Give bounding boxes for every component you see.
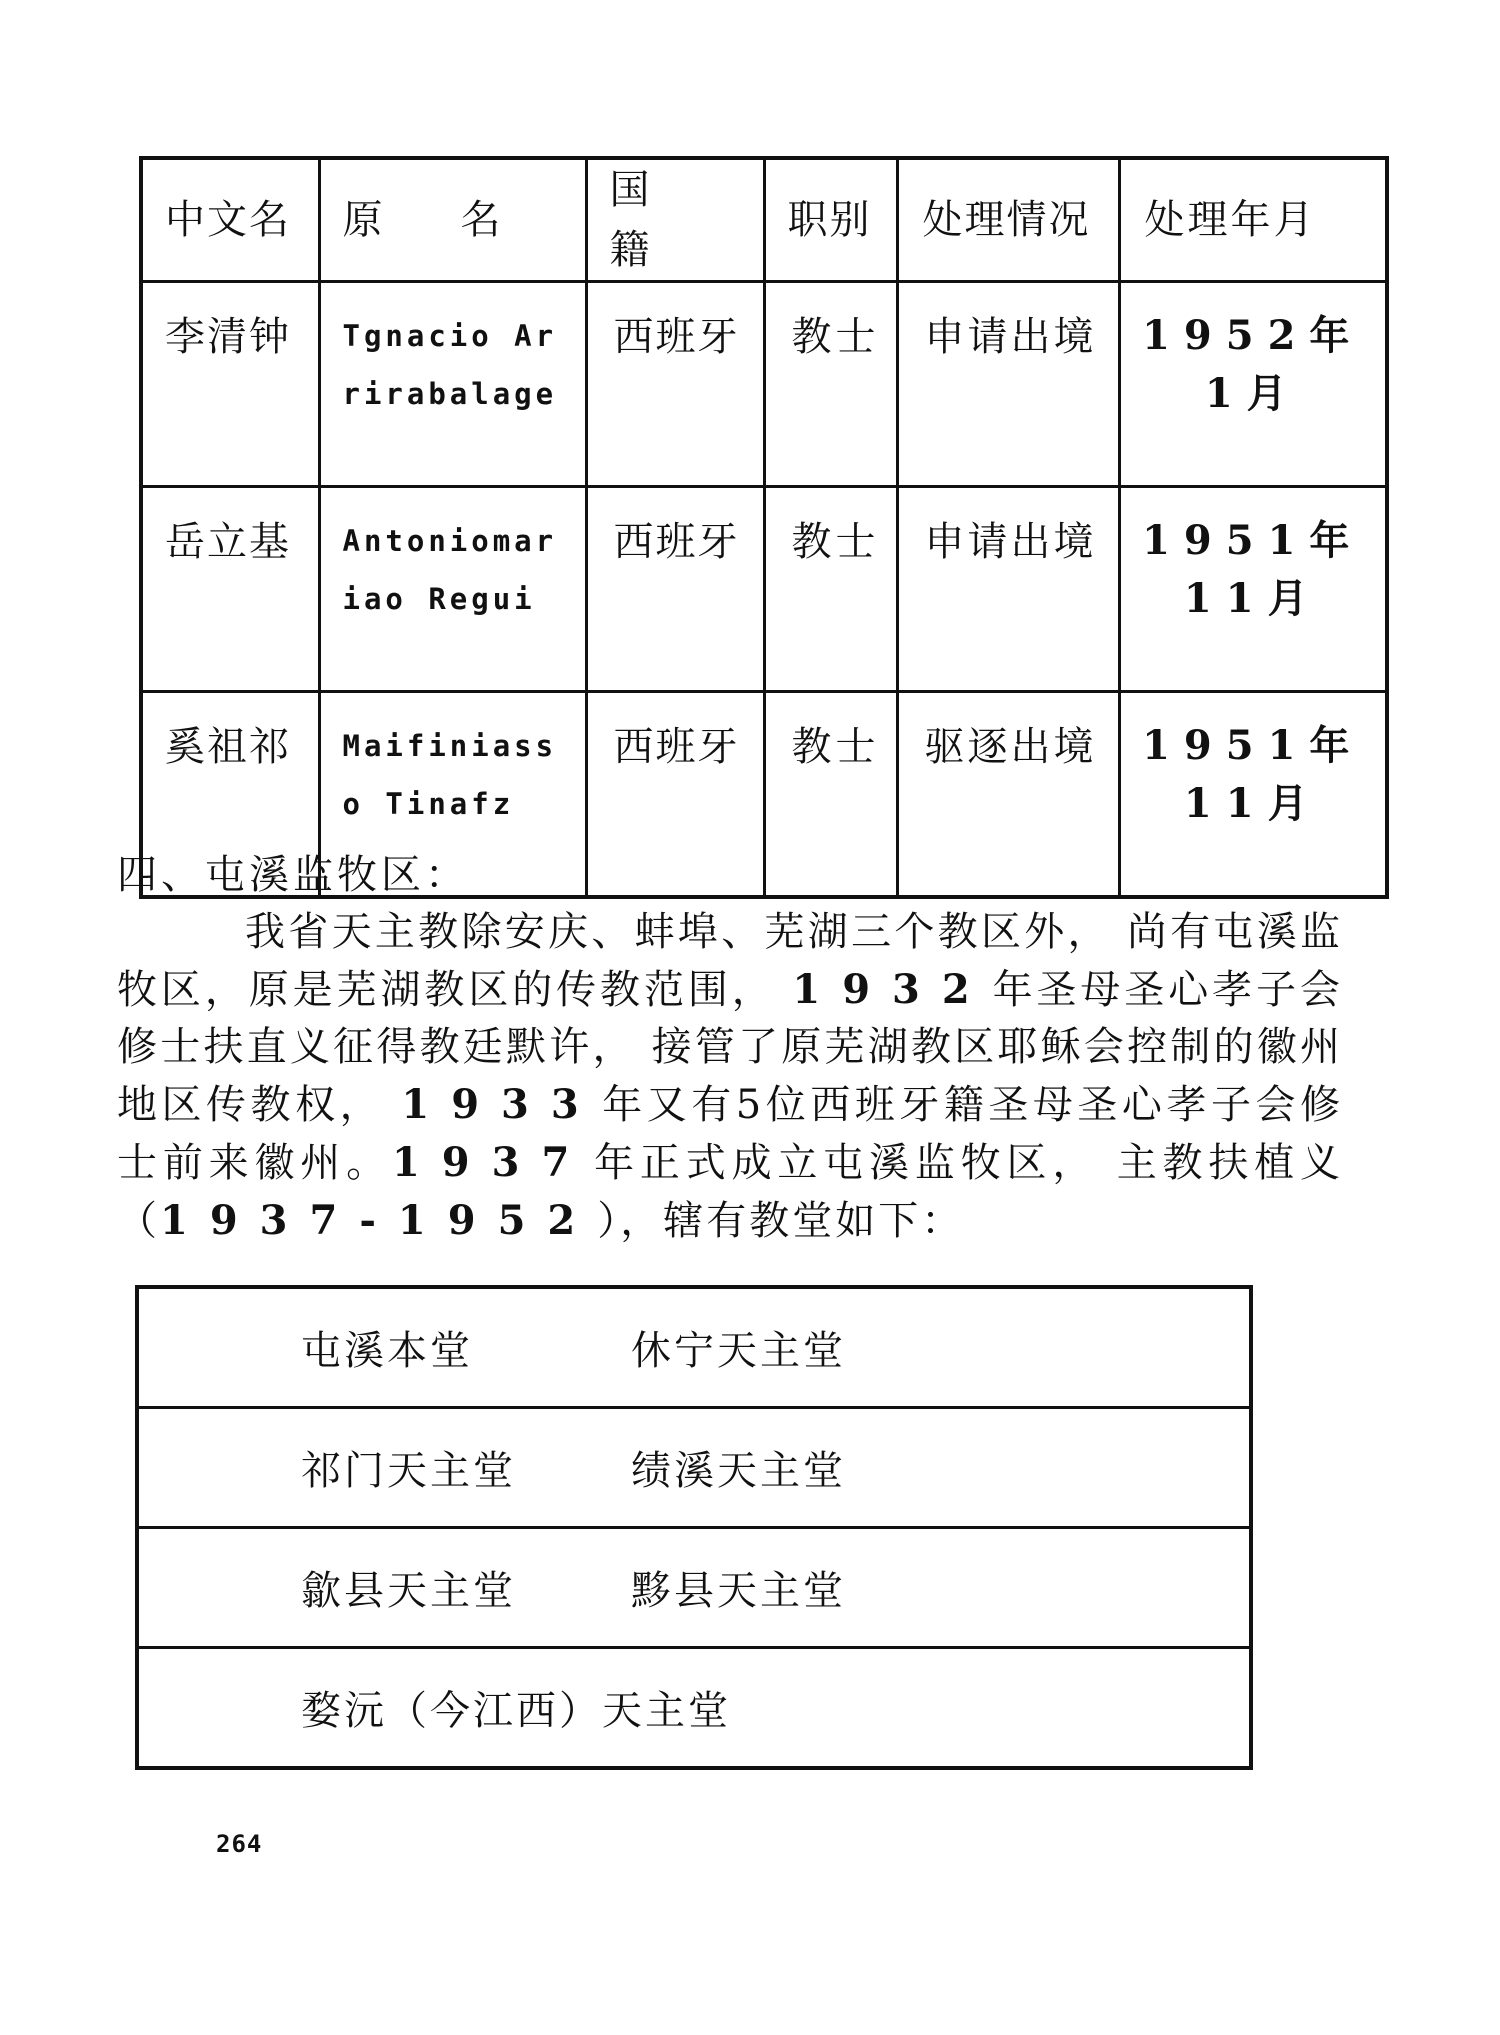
cell-date-year: 1951年 [1142,517,1364,564]
paragraph-number: 1933 [401,1081,601,1128]
church-name: 祁门天主堂 [137,1408,631,1528]
cell-action: 驱逐出境 [897,692,1119,898]
cell-date-year: 1952年 [1142,312,1364,359]
table-row [137,1528,1251,1648]
cell-action: 申请出境 [897,487,1119,692]
paragraph-text: 年又有5位西班牙籍圣母圣心孝子会修士前来徽州。 [117,1082,1344,1186]
paragraph-text: 年正式成立屯溪监牧区， 主教扶植义（ [117,1140,1344,1244]
church-name: 歙县天主堂 [137,1528,631,1648]
cell-role: 教士 [764,487,897,692]
churches-table [135,1285,1253,1770]
cell-cname: 奚祖祁 [141,692,319,898]
header-nationality-label: 国籍 [609,167,692,273]
header-oname-label: 原名 [342,197,579,243]
cell-date [1119,282,1387,487]
header-nationality [586,158,764,282]
table-row [137,1287,1251,1408]
cell-date [1119,692,1387,898]
paragraph-text: 年圣母圣心孝子会修士扶直义征得教廷默许， 接管了原芜湖教区耶稣会控制的徽州地区传教权， [117,967,1344,1128]
table-row [137,1648,1251,1769]
cell-role: 教士 [764,282,897,487]
cell-oname: Maifiniasso Tinafz [319,692,586,898]
cell-date-month: 11月 [1183,575,1322,622]
table-row [137,1408,1251,1528]
header-action: 处理情况 [897,158,1119,282]
church-name: 婺沅（今江西）天主堂 [137,1648,1251,1769]
cell-cname: 李清钟 [141,282,319,487]
cell-date-year: 1951年 [1142,722,1364,769]
paragraph-text: 我省天主教除安庆、蚌埠、芜湖三个教区外， 尚有屯溪监牧区，原是芜湖教区的传教范围， [117,909,1343,1013]
section-paragraph [117,904,1343,1250]
table-row [141,487,1387,692]
cell-oname: Tgnacio Arrirabalage [319,282,586,487]
paragraph-number: 1937 [391,1139,592,1186]
cell-role: 教士 [764,692,897,898]
header-role: 职别 [764,158,897,282]
paragraph-number: 1932 [792,966,992,1013]
cell-nationality: 西班牙 [586,692,764,898]
header-cname: 中文名 [141,158,319,282]
table-header-row [141,158,1387,282]
cell-date [1119,487,1387,692]
section-heading: 四、屯溪监牧区： [117,852,469,898]
page-number: 264 [216,1830,263,1858]
church-name: 屯溪本堂 [137,1287,631,1408]
cell-action: 申请出境 [897,282,1119,487]
church-name: 休宁天主堂 [631,1287,1251,1408]
cell-cname: 岳立基 [141,487,319,692]
church-name: 绩溪天主堂 [631,1408,1251,1528]
cell-date-month: 11月 [1183,780,1322,827]
cell-oname: Antoniomariao Regui [319,487,586,692]
paragraph-text: ），辖有教堂如下： [597,1198,965,1244]
missionary-table [139,156,1389,899]
table-row [141,282,1387,487]
header-oname [319,158,586,282]
cell-date-month: 1月 [1204,370,1301,417]
header-date: 处理年月 [1119,158,1387,282]
cell-nationality: 西班牙 [586,282,764,487]
cell-nationality: 西班牙 [586,487,764,692]
church-name: 黟县天主堂 [631,1528,1251,1648]
paragraph-number: 1937-1952 [160,1197,598,1244]
